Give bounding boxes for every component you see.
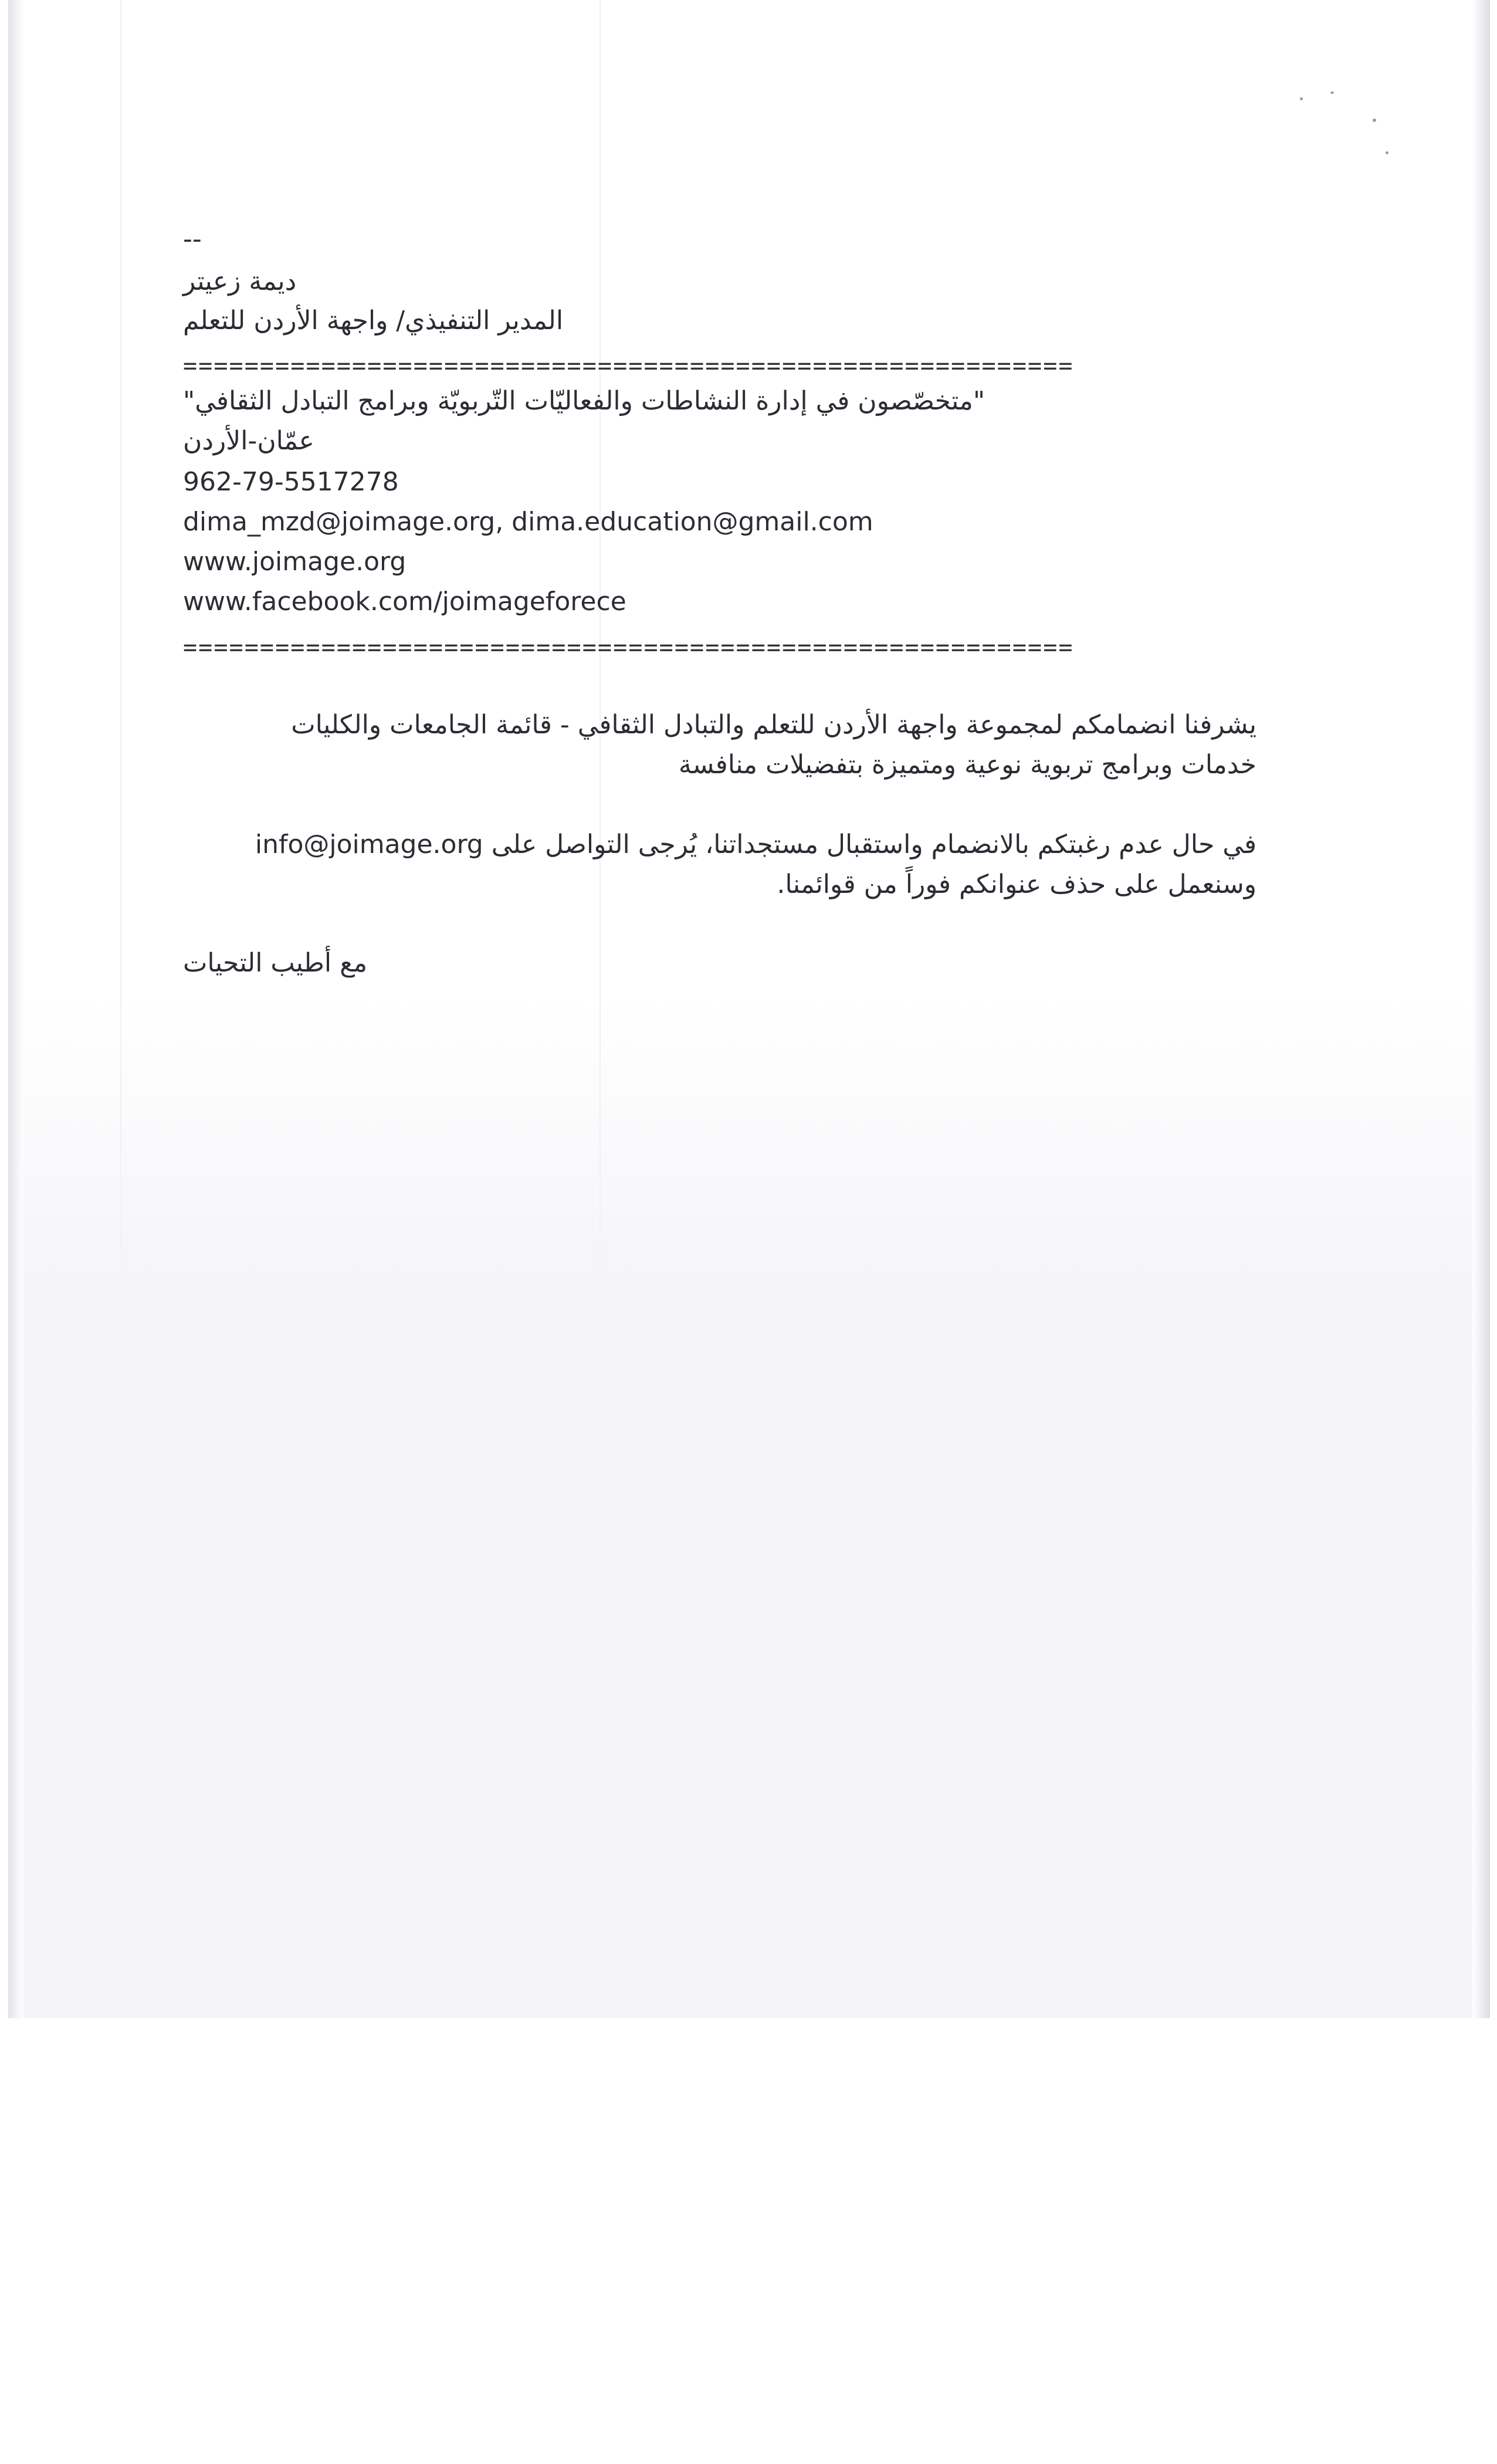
signature-phone: 962-79-5517278 [183,467,399,497]
separator-line: ========================================================== [183,353,1074,380]
separator-line-bottom: ========================================================== [183,634,1074,661]
signature-emails[interactable]: dima_mzd@joimage.org, dima.education@gmail.com [183,507,873,537]
scan-speck [1386,151,1388,154]
signature-name: ديمة زعيتر [183,266,297,296]
facebook-link[interactable]: www.facebook.com/joimageforece [183,587,626,617]
scan-speck [1330,92,1334,94]
signature-location: عمّان-الأردن [183,426,314,456]
website-link[interactable]: www.joimage.org [183,547,407,577]
scan-edge-left [8,0,25,2018]
scan-speck [1373,119,1376,122]
body-paragraph-2-line-2: وسنعمل على حذف عنوانكم فوراً من قوائمنا. [777,869,1256,899]
signature-dashes: -- [183,224,202,254]
closing-greeting: مع أطيب التحيات [183,948,368,978]
body-paragraph-2-line-1: في حال عدم رغبتكم بالانضمام واستقبال مستجداتنا، يُرجى التواصل على info@joimage.org [255,830,1256,859]
scan-edge-right [1472,0,1490,2018]
signature-title: المدير التنفيذي/ واجهة الأردن للتعلم [183,306,564,336]
signature-tagline: "متخصّصون في إدارة النشاطات والفعاليّات التّربويّة وبرامج التبادل الثقافي" [183,386,985,416]
body-paragraph-1-line-2: خدمات وبرامج تربوية نوعية ومتميزة بتفضيلات منافسة [678,750,1256,780]
body-paragraph-1-line-1: يشرفنا انضمامكم لمجموعة واجهة الأردن للتعلم والتبادل الثقافي - قائمة الجامعات والكليات [291,710,1256,740]
scan-speck [1300,97,1303,100]
scan-shading [23,997,1472,2018]
